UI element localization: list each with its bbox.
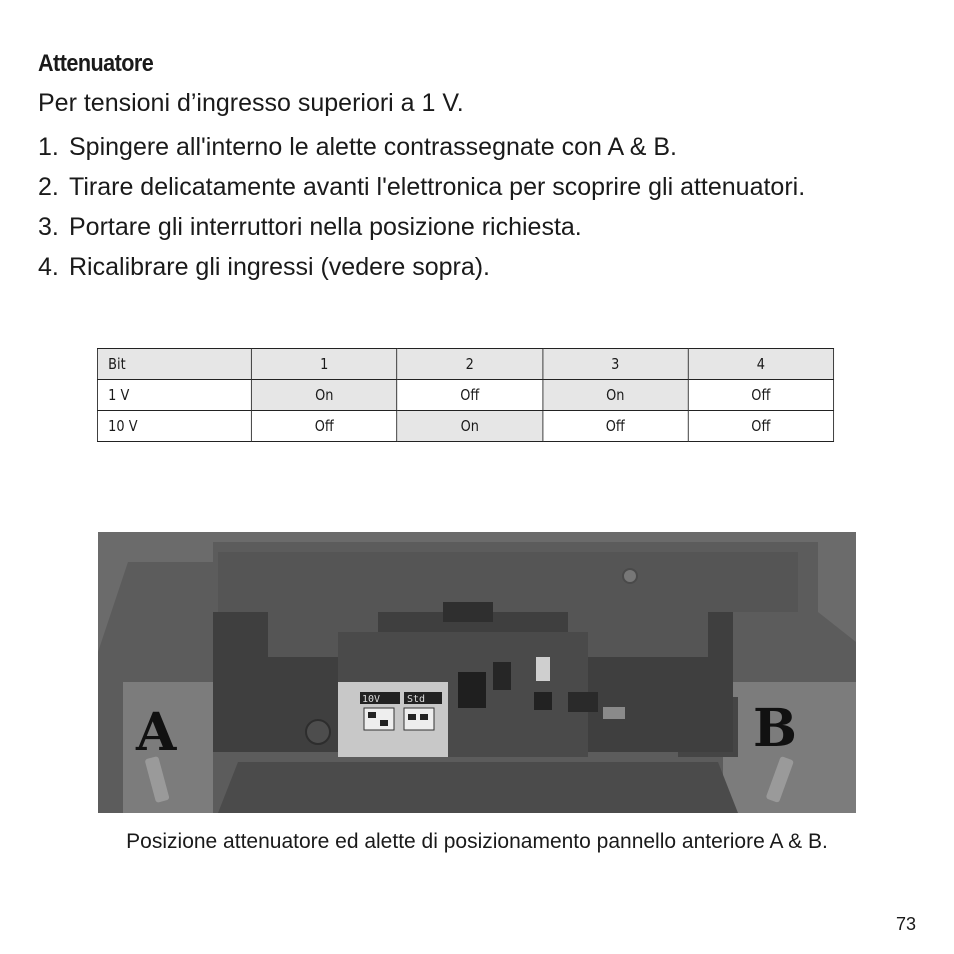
table-cell: On: [543, 380, 689, 411]
step-text: Portare gli interruttori nella posizione richiesta.: [69, 213, 582, 241]
step-item: [38, 131, 829, 164]
section-heading: Attenuatore: [38, 50, 154, 77]
step-text: Spingere all'interno le alette contrassegnate con A & B.: [69, 133, 677, 161]
steps-list: [38, 131, 829, 291]
table-cell: Off: [252, 411, 398, 442]
step-item: [38, 211, 829, 244]
step-text: Ricalibrare gli ingressi (vedere sopra).: [69, 253, 490, 281]
table-header-cell: 2: [397, 349, 543, 380]
switch-label-std: Std: [407, 694, 426, 705]
tab-label-a: A: [136, 702, 177, 763]
table-header-cell: Bit: [97, 349, 251, 380]
photo-caption: Posizione attenuatore ed alette di posizionamento pannello anteriore A & B.: [126, 830, 828, 853]
intro-text: Per tensioni d’ingresso superiori a 1 V.: [38, 89, 464, 117]
table-header-cell: 1: [252, 349, 398, 380]
table-cell: Off: [397, 380, 543, 411]
attenuator-bit-table: [97, 348, 834, 442]
step-item: [38, 251, 829, 284]
row-label: 10 V: [97, 411, 251, 442]
table-cell: Off: [688, 380, 834, 411]
step-number: 4.: [38, 253, 59, 281]
table-header-cell: 4: [688, 349, 834, 380]
row-label: 1 V: [97, 380, 251, 411]
table-cell: Off: [543, 411, 689, 442]
table-cell: On: [397, 411, 543, 442]
tab-label-b: B: [753, 698, 797, 759]
switch-label-10v: 10V: [362, 694, 381, 705]
circuit-board-illustration: [98, 532, 856, 813]
step-number: 1.: [38, 133, 59, 161]
table-header-row: [97, 349, 833, 380]
step-number: 2.: [38, 173, 59, 201]
table-row: [97, 380, 833, 411]
step-number: 3.: [38, 213, 59, 241]
table-cell: Off: [688, 411, 834, 442]
step-text: Tirare delicatamente avanti l'elettronica per scoprire gli attenuatori.: [69, 173, 806, 201]
page-number: 73: [895, 914, 916, 934]
table-row: [97, 411, 833, 442]
attenuator-photo: [98, 532, 856, 813]
table-header-cell: 3: [543, 349, 689, 380]
table-cell: On: [252, 380, 398, 411]
step-item: [38, 171, 829, 204]
